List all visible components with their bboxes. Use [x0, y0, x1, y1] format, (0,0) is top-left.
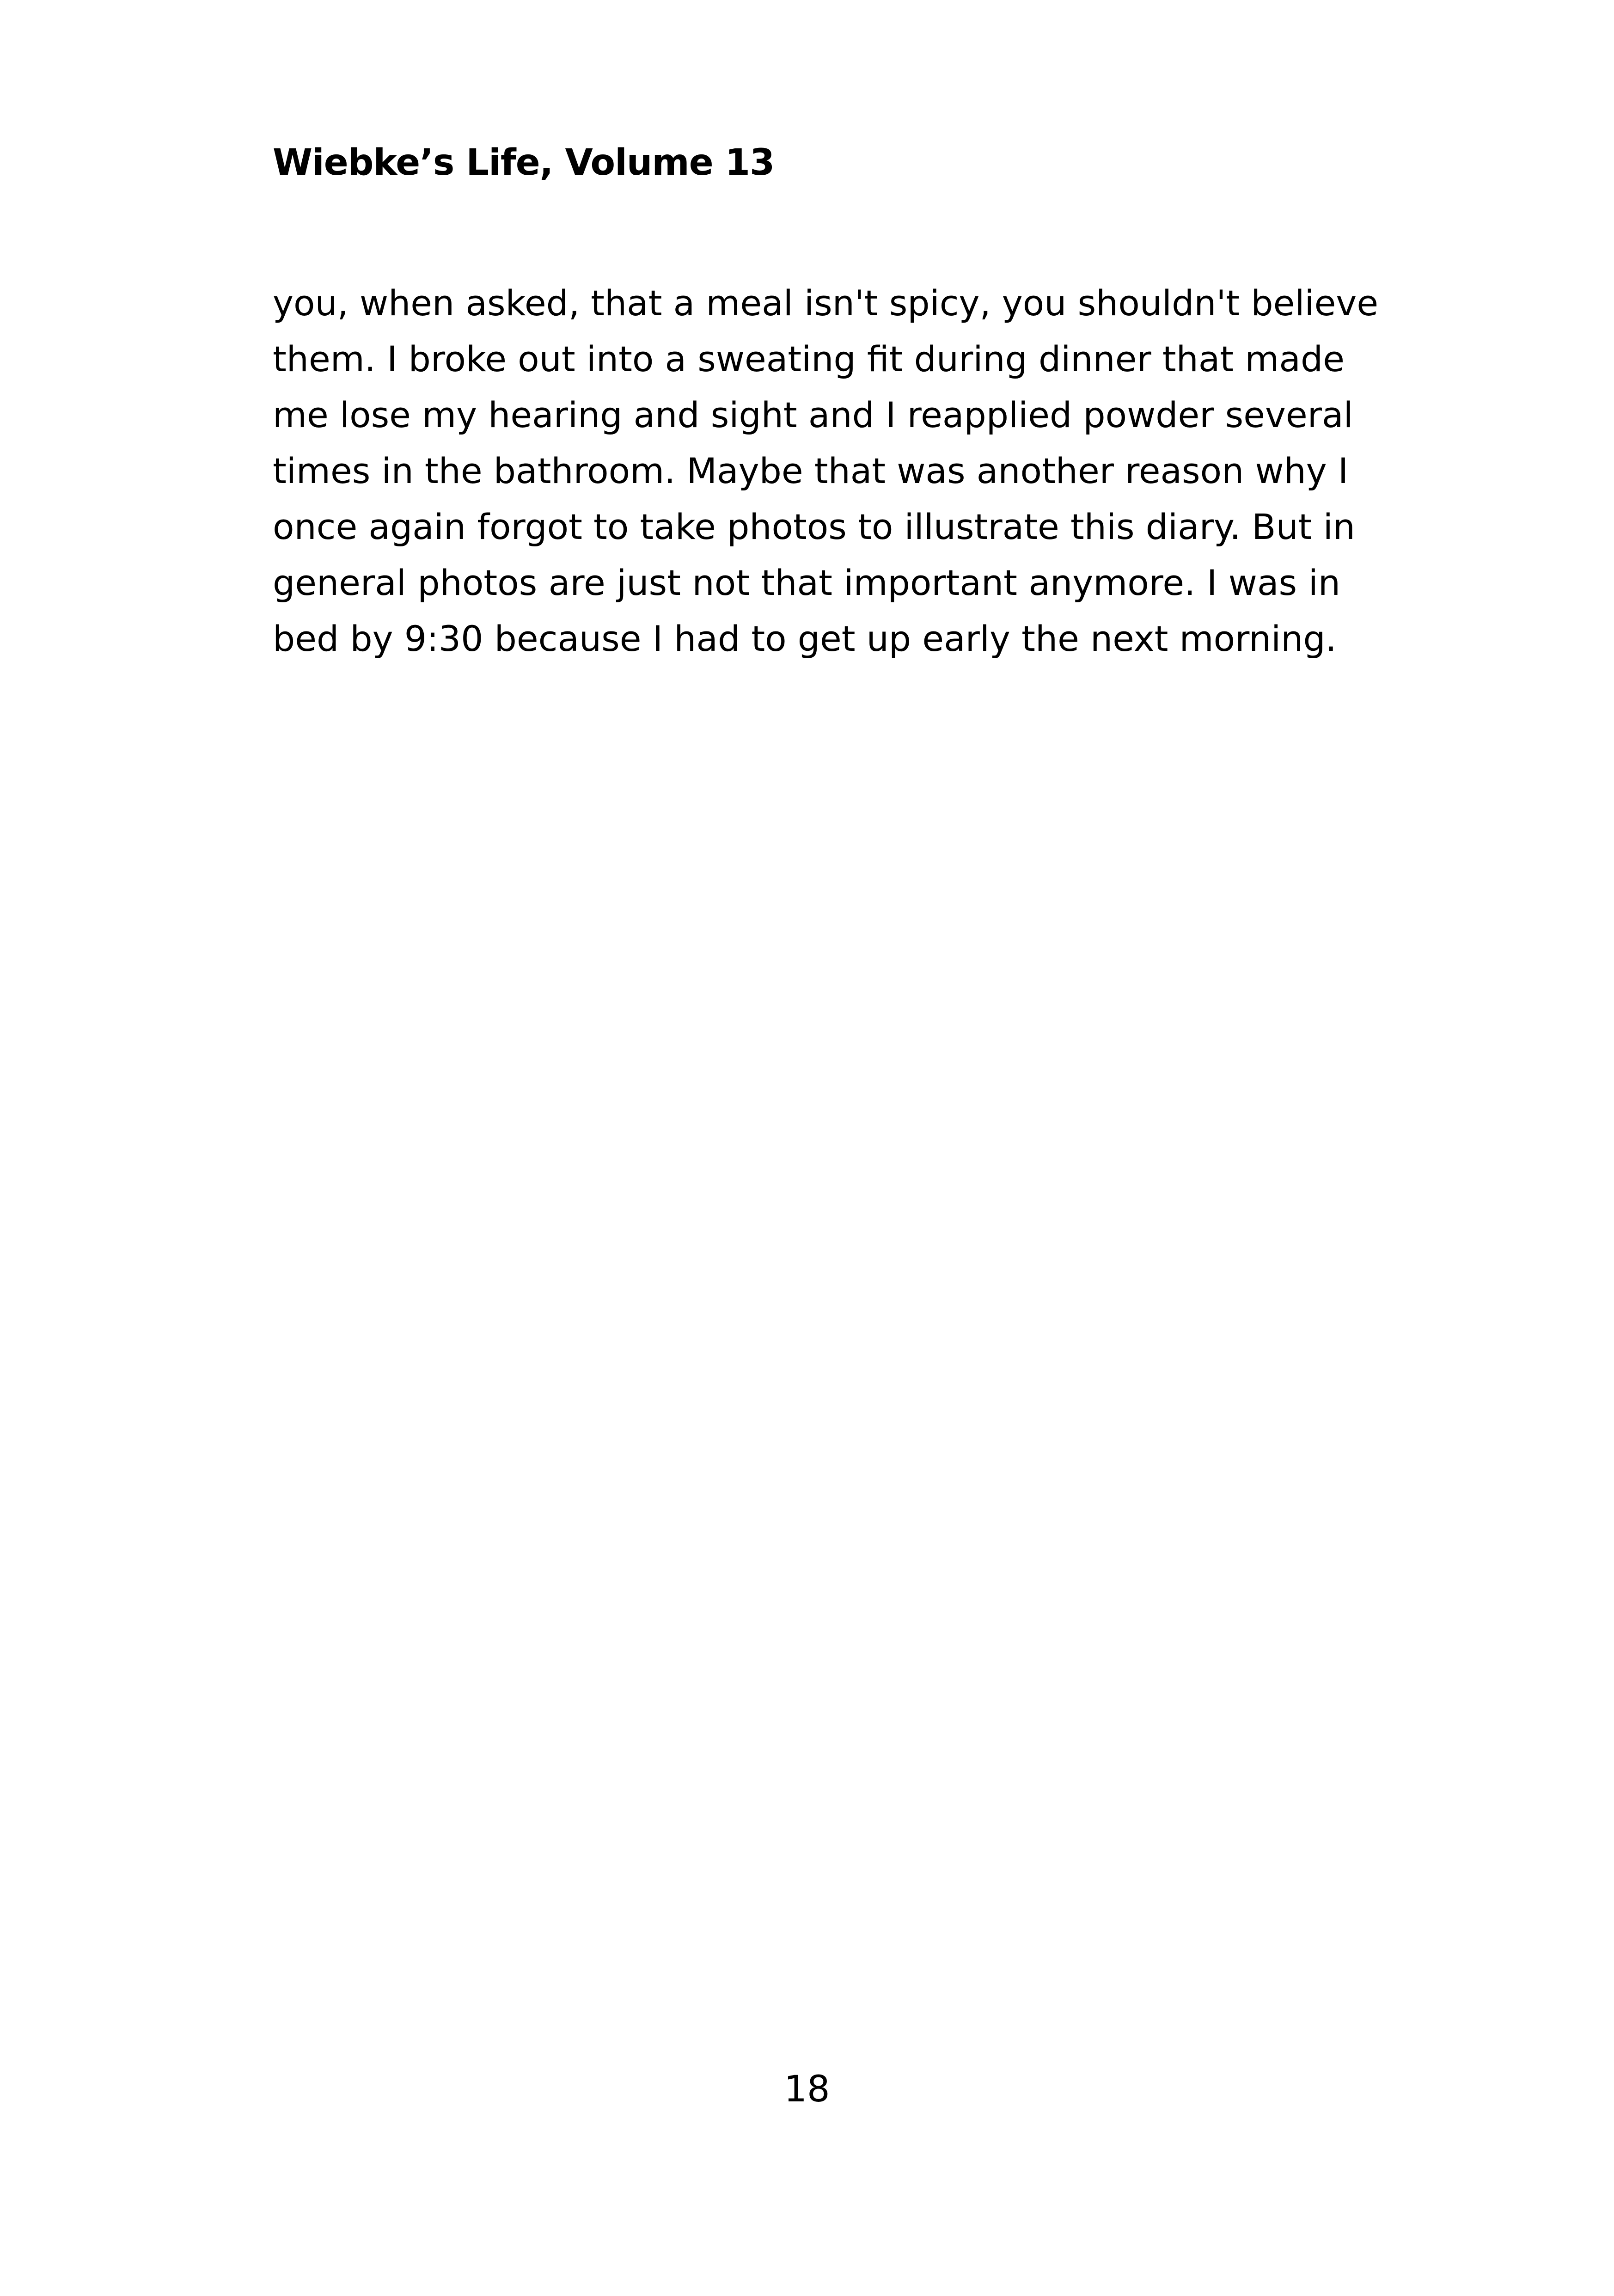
paragraph-line: general photos are just not that important anymore. I was in [273, 562, 1340, 603]
paragraph-line: them. I broke out into a sweating fit during dinner that made [273, 338, 1345, 380]
paragraph-line: me lose my hearing and sight and I reapplied powder several [273, 394, 1353, 435]
paragraph-line: times in the bathroom. Maybe that was another reason why I [273, 450, 1349, 491]
running-header: Wiebke’s Life, Volume 13 [273, 142, 775, 184]
paragraph-line: bed by 9:30 because I had to get up early the next morning. [273, 618, 1337, 659]
paragraph-line: once again forgot to take photos to illustrate this diary. But in [273, 506, 1355, 547]
paragraph-line: you, when asked, that a meal isn't spicy, you shouldn't believe [273, 282, 1379, 324]
page-number: 18 [784, 2069, 830, 2110]
body-paragraph [273, 275, 1379, 667]
